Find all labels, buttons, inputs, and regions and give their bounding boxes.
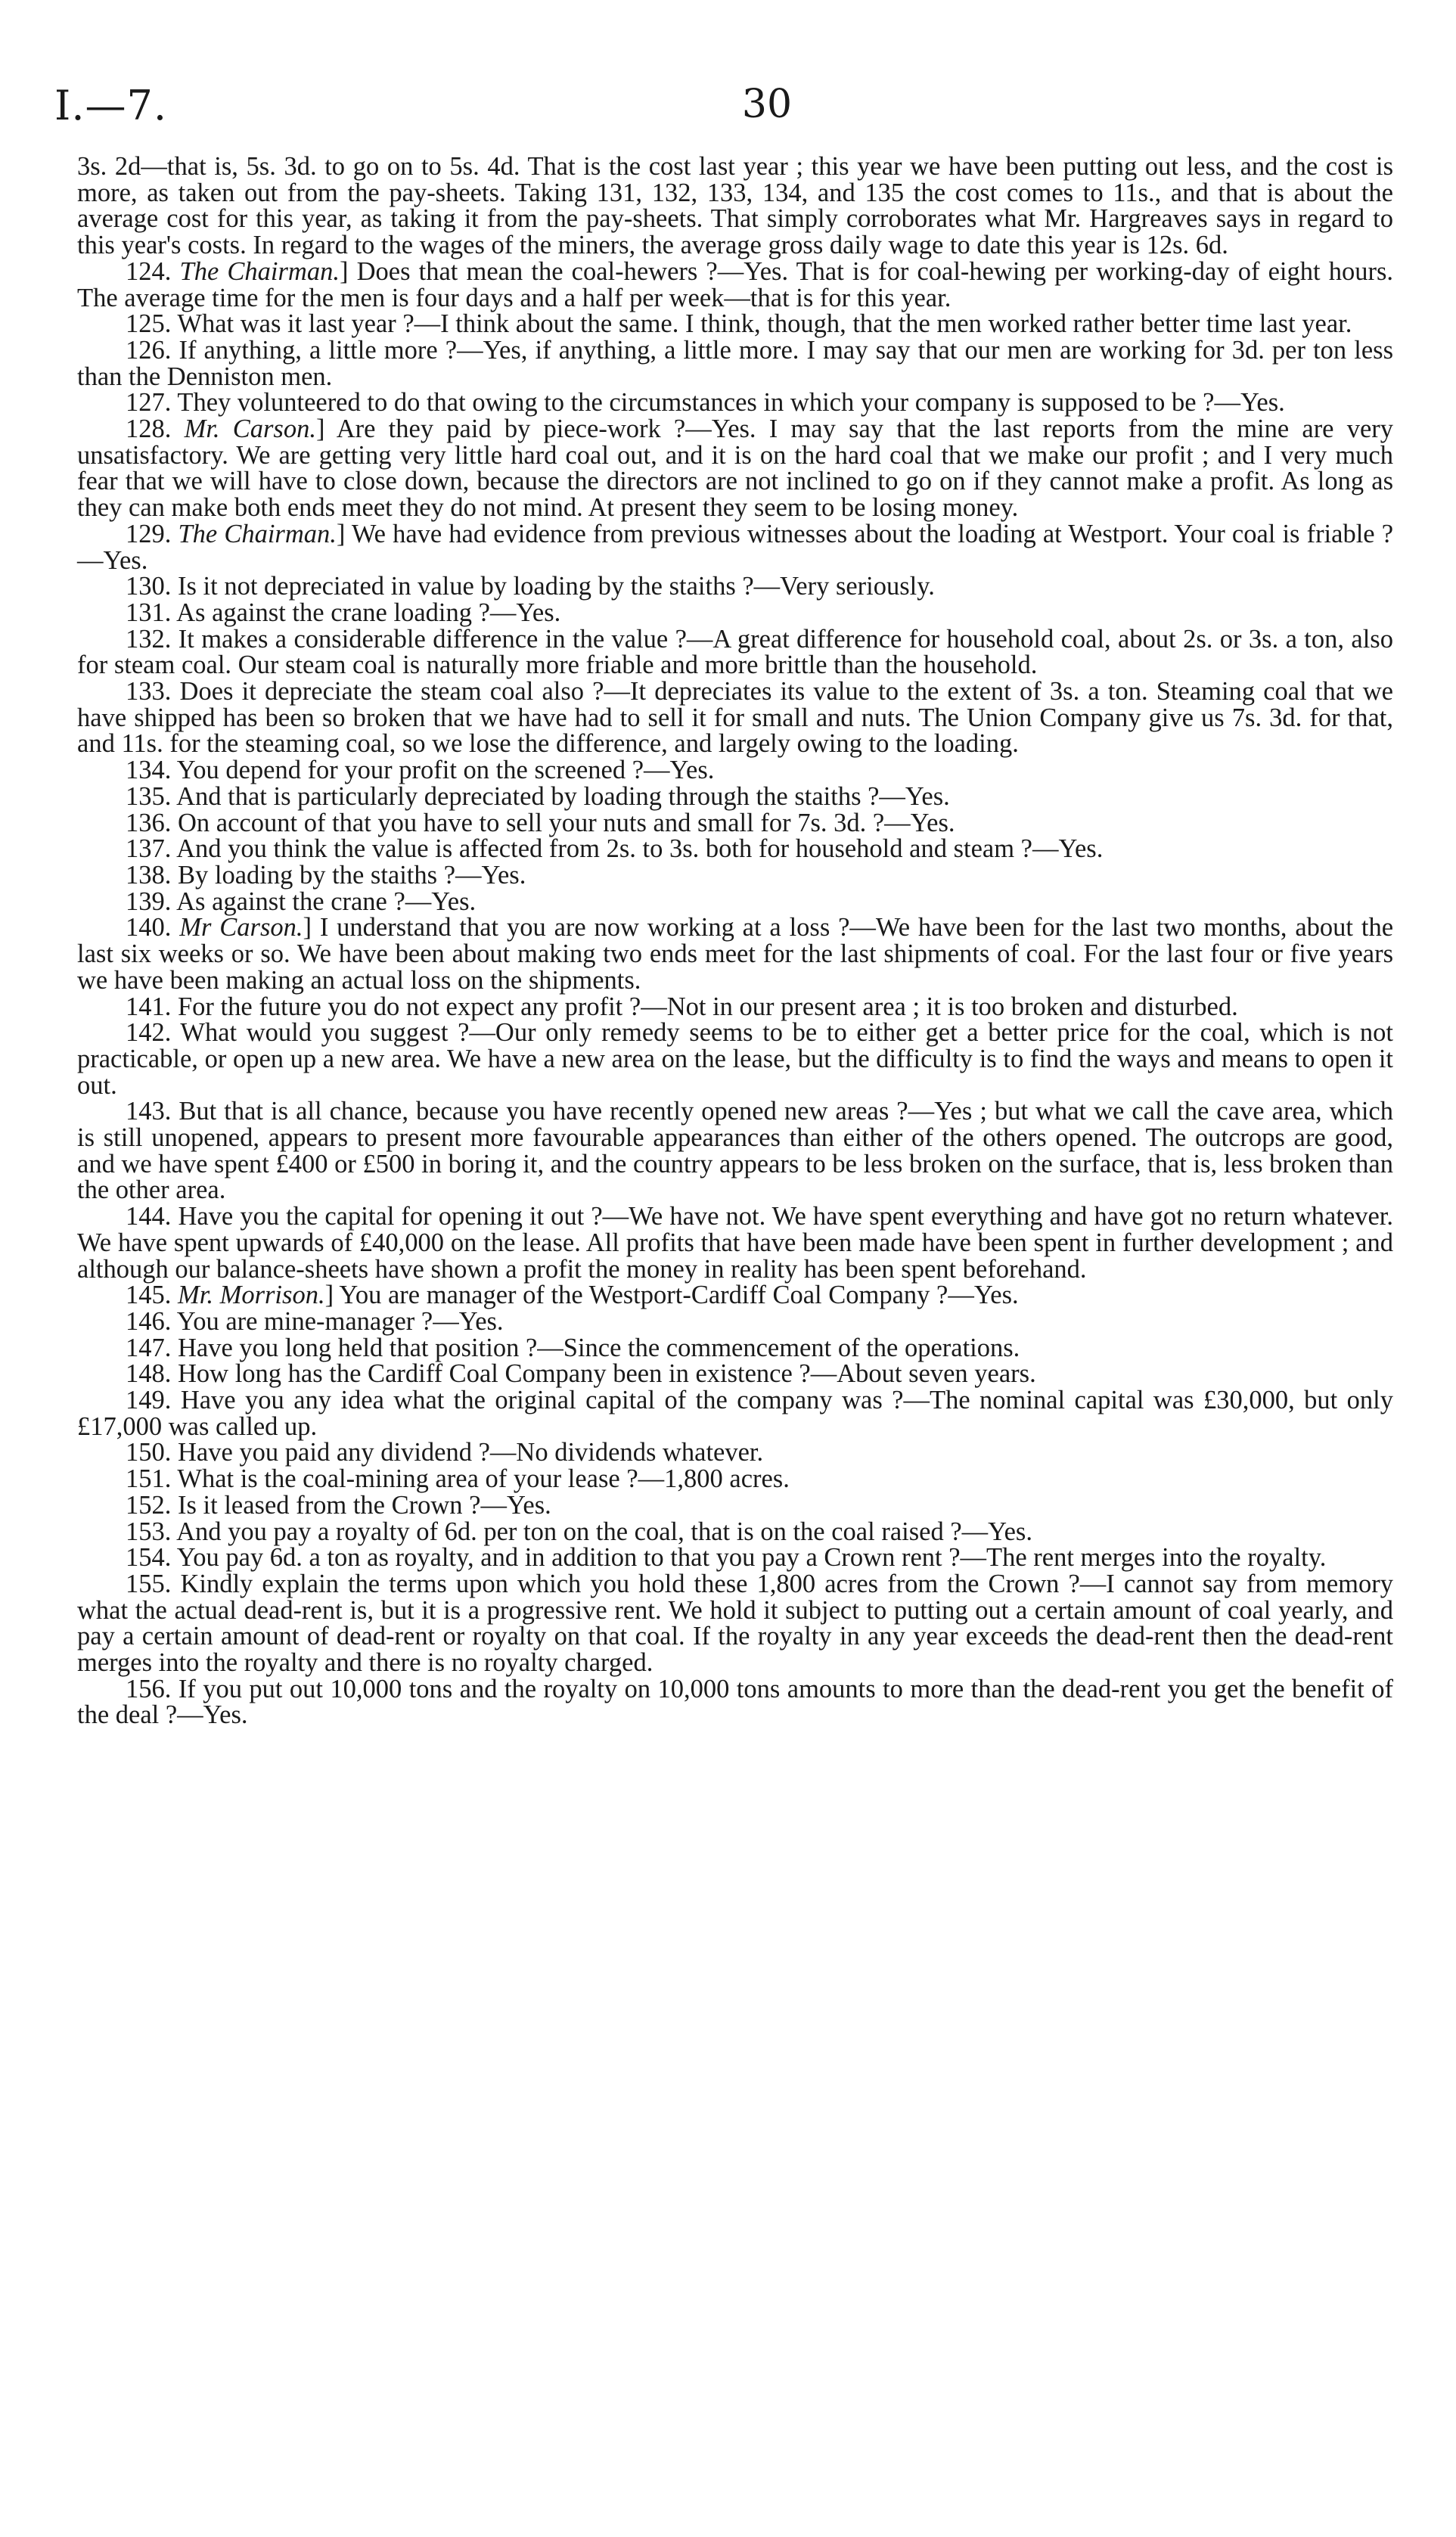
testimony-paragraph xyxy=(77,1098,1393,1203)
testimony-paragraph xyxy=(77,1306,1393,1336)
testimony-paragraph xyxy=(77,1335,1393,1362)
question-number: 132. xyxy=(126,624,179,654)
testimony-paragraph xyxy=(77,416,1393,521)
question-number: 151. xyxy=(126,1464,178,1494)
testimony-paragraph xyxy=(77,889,1393,915)
speaker-name: Mr Carson. xyxy=(179,913,303,942)
paragraph-text: As against the crane loading ?—Yes. xyxy=(176,598,561,627)
question-number: 147. xyxy=(126,1333,178,1362)
speaker-name: The Chairman. xyxy=(179,256,340,286)
question-number: 141. xyxy=(126,992,178,1021)
paragraph-text: And you think the value is affected from 2s. to 3s. both for household and steam ?—Yes. xyxy=(176,834,1104,864)
question-number: 126. xyxy=(126,335,179,365)
testimony-paragraph xyxy=(77,311,1393,337)
testimony-paragraph xyxy=(77,390,1393,416)
paragraph-text: If you put out 10,000 tons and the royalty on 10,000 tons amounts to more than the dead-rent you get the benefit of the deal ?—Yes. xyxy=(77,1674,1394,1730)
paragraph-text: As against the crane ?—Yes. xyxy=(176,887,477,916)
testimony-paragraph xyxy=(77,600,1393,626)
testimony-paragraph xyxy=(77,1519,1393,1545)
paragraph-text: Is it not depreciated in value by loading by the staiths ?—Very seriously. xyxy=(178,572,935,601)
question-number: 150. xyxy=(126,1438,178,1467)
question-number: 130. xyxy=(126,572,178,601)
question-number: 140. xyxy=(126,913,180,942)
testimony-paragraph xyxy=(77,914,1393,993)
paragraph-text: You pay 6d. a ton as royalty, and in addition to that you pay a Crown rent ?—The rent merges into the royalty. xyxy=(176,1543,1327,1573)
paragraph-text: How long has the Cardiff Coal Company been in existence ?—About seven years. xyxy=(178,1359,1036,1389)
speaker-name: Mr. Morrison. xyxy=(178,1281,325,1310)
page-header xyxy=(54,82,1401,142)
testimony-paragraph xyxy=(77,994,1393,1020)
testimony-paragraph xyxy=(77,781,1393,811)
paragraph-text: Kindly explain the terms upon which you hold these 1,800 acres from the Crown ?—I cannot say from memory what the actual dead-rent is, but it is a progressive rent. We hold it subject to putting out a certain amount of coal yearly, and pay a certain amount of dead-rent or royalty on that coal. If the royalty in any year exceeds the dead-rent then the dead-rent merges into the royalty and there is no royalty charged. xyxy=(77,1569,1394,1678)
document-body xyxy=(77,154,1393,1728)
question-number: 129. xyxy=(126,519,179,548)
paragraph-text: Is it leased from the Crown ?—Yes. xyxy=(178,1490,551,1520)
testimony-paragraph xyxy=(77,1545,1393,1571)
question-number: 135. xyxy=(126,781,177,811)
testimony-paragraph xyxy=(77,337,1393,390)
testimony-paragraph xyxy=(77,836,1393,862)
testimony-paragraph xyxy=(77,1439,1393,1466)
paragraph-text: ] Does that mean the coal-hewers ?—Yes. That is for coal-hewing per working-day of eight hours. The average time for the men is four days and a half per week—that is for this year. xyxy=(77,256,1394,312)
paragraph-text: Have you the capital for opening it out ?—We have not. We have spent everything and have got no return whatever. We have spent upwards of £40,000 on the lease. All profits that have been made have been spent in further development ; and although our balance-sheets have shown a profit the money in reality has been spent beforehand. xyxy=(77,1202,1394,1284)
question-number: 124. xyxy=(126,256,180,286)
testimony-paragraph xyxy=(77,1466,1393,1492)
testimony-paragraph xyxy=(77,626,1393,678)
question-number: 146. xyxy=(126,1306,177,1336)
testimony-paragraph xyxy=(77,1282,1393,1309)
question-number: 136. xyxy=(126,808,178,837)
question-number: 145. xyxy=(126,1281,178,1310)
testimony-paragraph xyxy=(77,757,1393,784)
paragraph-text: You are mine-manager ?—Yes. xyxy=(176,1306,504,1336)
question-number: 154. xyxy=(126,1543,177,1573)
testimony-paragraph xyxy=(77,1361,1393,1387)
paragraph-text: On account of that you have to sell your nuts and small for 7s. 3d. ?—Yes. xyxy=(178,808,955,837)
testimony-paragraph xyxy=(77,1676,1393,1728)
paragraph-text: By loading by the staiths ?—Yes. xyxy=(178,860,526,890)
paragraph-text: You depend for your profit on the screened ?—Yes. xyxy=(176,756,715,785)
question-number: 133. xyxy=(126,677,180,706)
testimony-paragraph xyxy=(77,1203,1393,1282)
testimony-paragraph xyxy=(77,1020,1393,1098)
document-reference: I.—7. xyxy=(54,82,168,129)
question-number: 149. xyxy=(126,1386,181,1415)
question-number: 127. xyxy=(126,388,178,418)
page-number: 30 xyxy=(741,82,793,127)
question-number: 143. xyxy=(126,1097,179,1126)
speaker-name: The Chairman. xyxy=(178,519,337,548)
question-number: 153. xyxy=(126,1517,177,1546)
paragraph-text: 3s. 2d—that is, 5s. 3d. to go on to 5s. 4d. That is the cost last year ; this year we have been putting out less, and the cost is more, as taken out from the pay-sheets. Taking 131, 132, 133, 134, and 135 the cost comes to 11s., and that is about the average cost for this year, as taking it from the pay-sheets. That simply corroborates what Mr. Hargreaves says in regard to this year's costs. In regard to the wages of the miners, the average gross daily wage to date this year is 12s. 6d. xyxy=(77,152,1393,260)
question-number: 134. xyxy=(126,756,177,785)
paragraph-text: What was it last year ?—I think about the same. I think, though, that the men worked rather better time last year. xyxy=(177,309,1352,339)
paragraph-text: For the future you do not expect any profit ?—Not in our present area ; it is too broken and disturbed. xyxy=(178,992,1238,1021)
testimony-paragraph xyxy=(77,521,1393,573)
speaker-name: Mr. Carson. xyxy=(184,415,316,444)
paragraph-text: Have you paid any dividend ?—No dividends whatever. xyxy=(178,1438,764,1467)
paragraph-text: It makes a considerable difference in the value ?—A great difference for household coal, about 2s. or 3s. a ton, also for steam coal. Our steam coal is naturally more friable and more brittle than the household. xyxy=(77,624,1393,680)
question-number: 125. xyxy=(126,309,178,339)
question-number: 139. xyxy=(126,887,177,916)
question-number: 156. xyxy=(126,1674,179,1703)
paragraph-text: ] I understand that you are now working at a loss ?—We have been for the last two months, about the last six weeks or so. We have been about making two ends meet for the last shipments of coal. For the last four or five years we have been making an actual loss on the shipments. xyxy=(77,913,1394,995)
testimony-paragraph xyxy=(77,810,1393,837)
question-number: 142. xyxy=(126,1018,181,1048)
continued-paragraph xyxy=(77,154,1393,259)
testimony-paragraph xyxy=(77,256,1394,312)
paragraph-text: What is the coal-mining area of your lease ?—1,800 acres. xyxy=(177,1464,790,1494)
question-number: 138. xyxy=(126,860,178,890)
question-number: 137. xyxy=(126,834,177,864)
paragraph-text: Have you any idea what the original capital of the company was ?—The nominal capital was £30,000, but only £17,000 was called up. xyxy=(77,1386,1394,1441)
paragraph-text: And you pay a royalty of 6d. per ton on the coal, that is on the coal raised ?—Yes. xyxy=(176,1517,1032,1546)
question-number: 131. xyxy=(126,598,177,627)
paragraph-text: And that is particularly depreciated by loading through the staiths ?—Yes. xyxy=(176,781,950,811)
paragraph-text: Does it depreciate the steam coal also ?—It depreciates its value to the extent of 3s. a ton. Steaming coal that we have shipped has been so broken that we have had to sell it for small and nuts. The Union Company give us 7s. 3d. for that, and 11s. for the steaming coal, so we lose the difference, and largely owing to the loading. xyxy=(77,677,1393,759)
question-number: 144. xyxy=(126,1202,179,1231)
question-number: 148. xyxy=(126,1359,178,1389)
testimony-paragraph xyxy=(77,862,1393,889)
question-number: 155. xyxy=(126,1569,181,1598)
paragraph-text: ] Are they paid by piece-work ?—Yes. I may say that the last reports from the mine are very unsatisfactory. We are getting very little hard coal out, and it is on the hard coal that we make our profit ; and I very much fear that we will have to close down, because the directors are not inclined to go on if they cannot make a profit. As long as they can make both ends meet they do not mind. At present they seem to be losing money. xyxy=(77,415,1393,523)
testimony-paragraph xyxy=(77,1492,1393,1519)
testimony-paragraph xyxy=(77,1387,1393,1439)
testimony-paragraph xyxy=(77,573,1393,600)
question-number: 128. xyxy=(126,415,185,444)
paragraph-text: What would you suggest ?—Our only remedy seems to be to either get a better price for the coal, which is not practicable, or open up a new area. We have a new area on the lease, but the difficulty is to find the ways and means to open it out. xyxy=(77,1018,1393,1100)
paragraph-text: But that is all chance, because you have recently opened new areas ?—Yes ; but what we call the cave area, which is still unopened, appears to present more favourable appearances than either of the others opened. The outcrops are good, and we have spent £400 or £500 in boring it, and the country appears to be less broken on the surface, that is, less broken than the other area. xyxy=(77,1097,1393,1205)
paragraph-text: ] You are manager of the Westport-Cardiff Coal Company ?—Yes. xyxy=(324,1281,1019,1310)
paragraph-text: ] We have had evidence from previous witnesses about the loading at Westport. Your coal is friable ?—Yes. xyxy=(77,519,1394,575)
testimony-paragraph xyxy=(77,1571,1393,1676)
testimony-paragraph xyxy=(77,678,1393,757)
question-number: 152. xyxy=(126,1490,178,1520)
paragraph-text: They volunteered to do that owing to the circumstances in which your company is supposed to be ?—Yes. xyxy=(177,388,1285,418)
paragraph-text: If anything, a little more ?—Yes, if anything, a little more. I may say that our men are working for 3d. per ton less than the Denniston men. xyxy=(77,335,1394,391)
paragraph-text: Have you long held that position ?—Since the commencement of the operations. xyxy=(178,1333,1020,1362)
